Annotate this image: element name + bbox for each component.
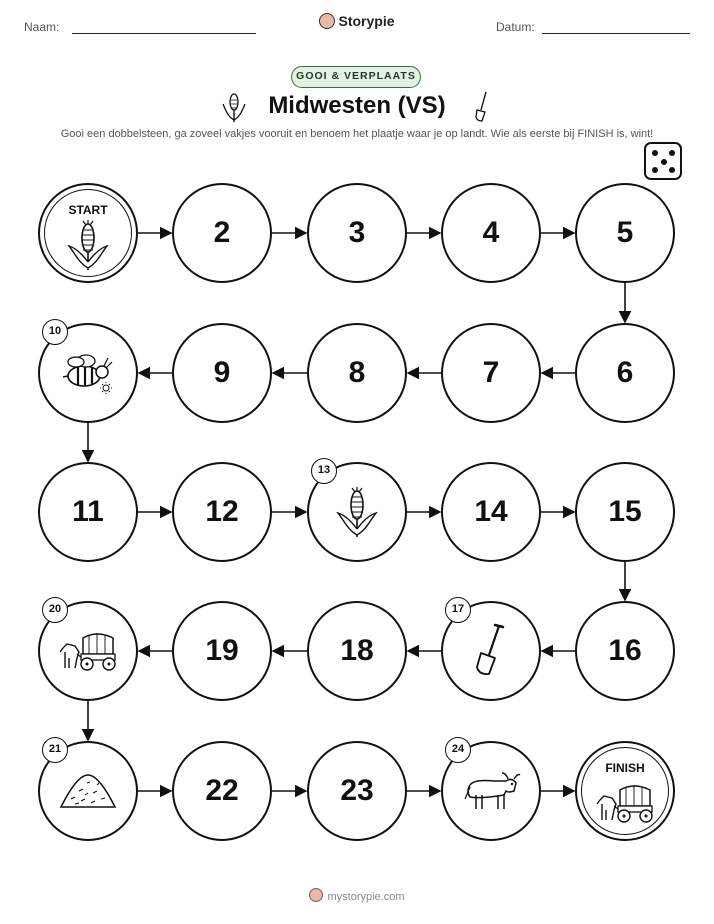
board-space-16 <box>575 601 675 701</box>
space-number: 6 <box>616 356 634 389</box>
footer-site: mystorypie.com <box>327 891 405 903</box>
space-number: 12 <box>205 495 239 528</box>
instructions: Gooi een dobbelsteen, ga zoveel vakjes vooruit en benoem het plaatje waar je op landt. Wie als eerste bij FINISH is, wint! <box>60 128 654 140</box>
space-number: 4 <box>482 216 500 249</box>
brand-name: Storypie <box>338 13 395 29</box>
board-space-9 <box>172 323 272 423</box>
finish-space <box>575 741 675 841</box>
board-space-24 <box>441 741 541 841</box>
board-space-3 <box>307 183 407 283</box>
board-space-22 <box>172 741 272 841</box>
game-tag: GOOI & VERPLAATS <box>291 66 421 88</box>
space-number: 2 <box>213 216 231 249</box>
space-number-badge: 13 <box>311 458 337 484</box>
board-space-18 <box>307 601 407 701</box>
board-space-14 <box>441 462 541 562</box>
space-number: 8 <box>348 356 366 389</box>
space-label: FINISH <box>605 761 645 775</box>
board-space-19 <box>172 601 272 701</box>
board-space-8 <box>307 323 407 423</box>
space-number: 11 <box>72 495 104 528</box>
space-number: 19 <box>205 634 239 667</box>
space-label: START <box>68 203 108 217</box>
storypie-logo-icon <box>309 888 323 902</box>
board-space-7 <box>441 323 541 423</box>
board-space-12 <box>172 462 272 562</box>
board-space-13 <box>307 462 407 562</box>
space-number-badge: 24 <box>445 737 471 763</box>
space-number: 3 <box>348 216 366 249</box>
space-number-badge: 20 <box>42 597 68 623</box>
space-number: 7 <box>482 356 500 389</box>
space-number: 16 <box>608 634 642 667</box>
board-space-20 <box>38 601 138 701</box>
space-number: 9 <box>213 356 231 389</box>
start-space <box>38 183 138 283</box>
board-space-15 <box>575 462 675 562</box>
space-number-badge: 17 <box>445 597 471 623</box>
board-space-10 <box>38 323 138 423</box>
space-number: 14 <box>474 495 508 528</box>
footer <box>0 888 714 903</box>
board-space-4 <box>441 183 541 283</box>
board-space-5 <box>575 183 675 283</box>
space-number: 23 <box>340 774 374 807</box>
space-number-badge: 10 <box>42 319 68 345</box>
name-label: Naam: <box>24 20 60 34</box>
space-number: 22 <box>205 774 239 807</box>
board-space-21 <box>38 741 138 841</box>
board-space-11 <box>38 462 138 562</box>
board-space-6 <box>575 323 675 423</box>
board-space-17 <box>441 601 541 701</box>
board-space-23 <box>307 741 407 841</box>
page-title: Midwesten (VS) <box>268 92 446 119</box>
date-label: Datum: <box>496 20 535 34</box>
board-space-2 <box>172 183 272 283</box>
space-number: 18 <box>340 634 374 667</box>
space-number: 15 <box>608 495 642 528</box>
space-number-badge: 21 <box>42 737 68 763</box>
space-number: 5 <box>616 216 634 249</box>
